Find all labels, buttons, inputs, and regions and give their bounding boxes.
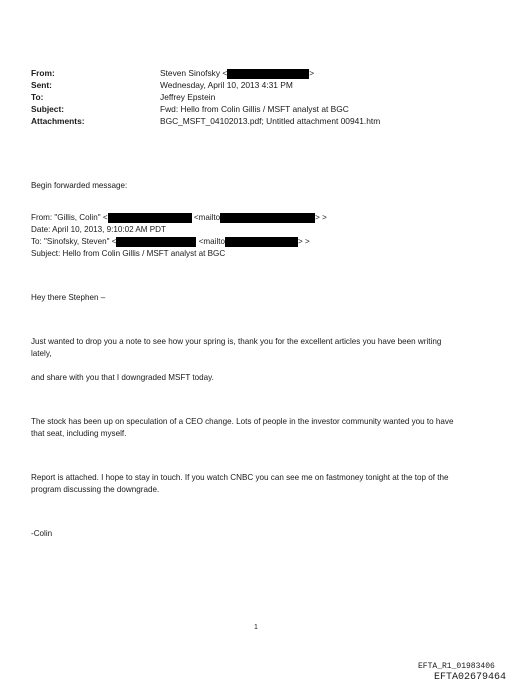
paragraph-2: and share with you that I downgraded MSFT today. xyxy=(31,373,214,382)
subject-label: Subject: xyxy=(31,104,65,114)
signoff: -Colin xyxy=(31,529,53,538)
attachments-value: BGC_MSFT_04102013.pdf; Untitled attachment 00941.htm xyxy=(160,116,381,126)
fwd-to-name: To: "Sinofsky, Steven" < xyxy=(31,237,117,246)
subject-value: Fwd: Hello from Colin Gillis / MSFT analyst at BGC xyxy=(160,104,349,114)
to-value: Jeffrey Epstein xyxy=(160,92,216,102)
footer-id-2: EFTA02679464 xyxy=(434,672,507,683)
fwd-from-tail: > > xyxy=(315,213,327,222)
fwd-to-mailto: <mailto xyxy=(198,237,226,246)
fwd-to-line xyxy=(31,236,310,248)
fwd-date-line: Date: April 10, 2013, 9:10:02 AM PDT xyxy=(31,225,166,234)
from-value xyxy=(160,68,314,79)
redaction-block xyxy=(116,237,196,247)
sent-label: Sent: xyxy=(31,80,52,90)
paragraph-4-line-2: program discussing the downgrade. xyxy=(31,485,160,494)
redaction-block xyxy=(220,213,315,223)
paragraph-3-line-1: The stock has been up on speculation of a CEO change. Lots of people in the investor community wanted you to have xyxy=(31,417,454,426)
redaction-block xyxy=(108,213,192,223)
footer-id-1: EFTA_R1_01983406 xyxy=(418,662,495,671)
greeting: Hey there Stephen – xyxy=(31,293,106,302)
paragraph-3-line-2: that seat, including myself. xyxy=(31,429,127,438)
sent-value: Wednesday, April 10, 2013 4:31 PM xyxy=(160,80,293,90)
from-name: Steven Sinofsky < xyxy=(160,68,228,78)
from-tail: > xyxy=(309,68,315,78)
fwd-from-line xyxy=(31,212,327,224)
redaction-block xyxy=(227,69,309,79)
from-label: From: xyxy=(31,68,55,78)
redaction-block xyxy=(225,237,298,247)
fwd-from-mailto: <mailto xyxy=(193,213,221,222)
fwd-to-tail: > > xyxy=(298,237,310,246)
fwd-from-name: From: "Gillis, Colin" < xyxy=(31,213,108,222)
paragraph-1-line-2: lately, xyxy=(31,349,52,358)
page-number: 1 xyxy=(254,624,258,631)
attachments-label: Attachments: xyxy=(31,116,85,126)
to-label: To: xyxy=(31,92,44,102)
fwd-subject-line: Subject: Hello from Colin Gillis / MSFT analyst at BGC xyxy=(31,249,226,258)
paragraph-4-line-1: Report is attached. I hope to stay in touch. If you watch CNBC you can see me on fastmoney tonight at the top of the xyxy=(31,473,449,482)
begin-forwarded: Begin forwarded message: xyxy=(31,181,128,190)
paragraph-1-line-1: Just wanted to drop you a note to see how your spring is, thank you for the excellent articles you have been writing xyxy=(31,337,442,346)
